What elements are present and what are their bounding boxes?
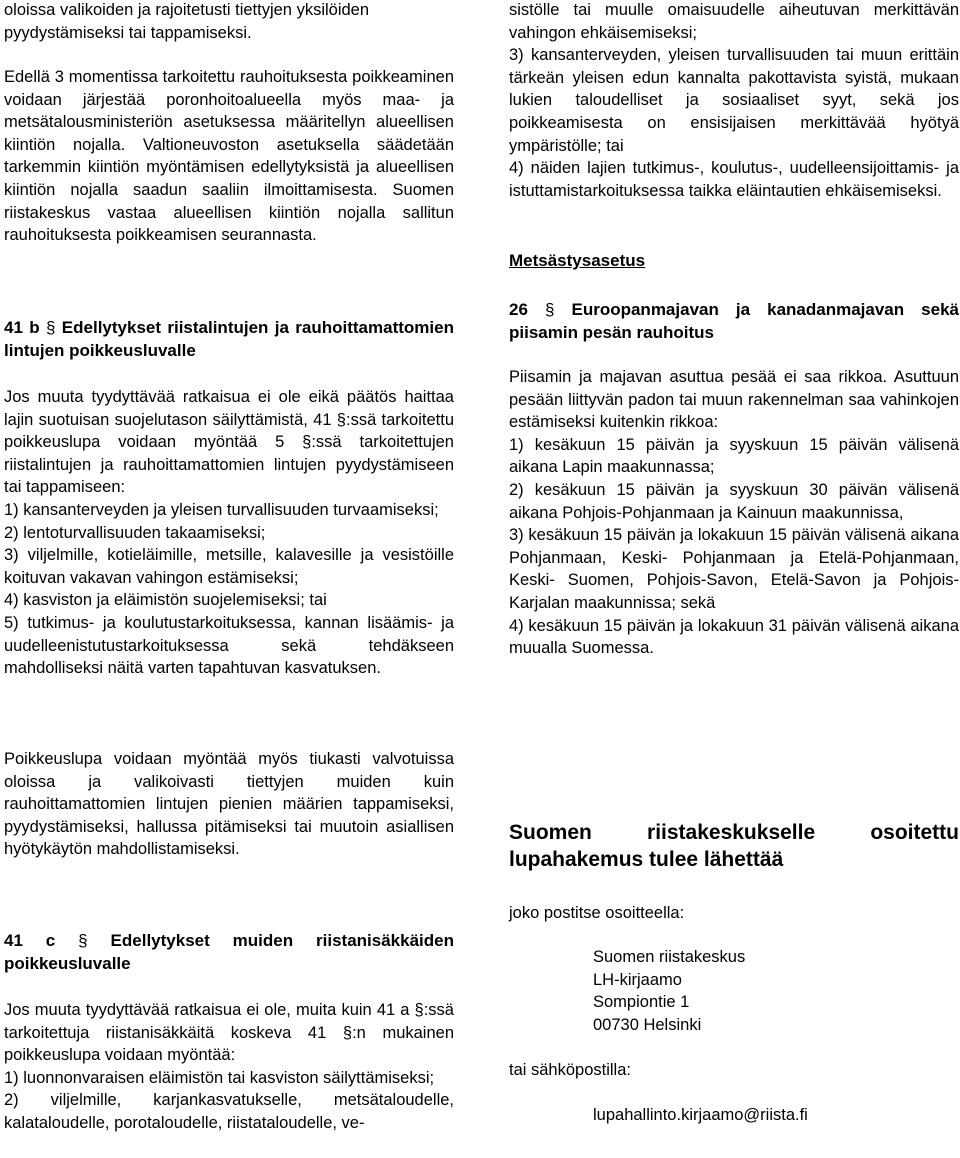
list-item: 1) kesäkuun 15 päivän ja syyskuun 15 päivän välisenä aikana Lapin maakunnassa; (509, 435, 959, 477)
section-heading-text (4, 317, 454, 362)
section-title: Edellytykset muiden riistanisäkkäiden poikkeusluvalle (4, 931, 454, 973)
address-line: 00730 Helsinki (593, 1015, 702, 1034)
paragraph-text: Poikkeuslupa voidaan myöntää myös tiukasti valvotuissa oloissa ja valikoivasti tiettyjen muiden kuin rauhoittamattomien lintujen pienien määrien tappamiseksi, pyydystämiseksi, hallussa pitämiseksi tai muutoin asiallisen hyötykäytön mahdollistamiseksi. (4, 750, 454, 859)
section-title: Euroopanmajavan ja kanadanmajavan sekä piisamin pesän rauhoitus (509, 300, 959, 342)
postal-label: joko postitse osoitteella: (509, 904, 685, 922)
list-item: sistölle tai muulle omaisuudelle aiheutuvan merkittävän vahingon ehkäisemiseksi; (509, 1, 959, 42)
list-item: 2) lentoturvallisuuden takaamiseksi; (4, 523, 266, 542)
section-heading-41c (4, 930, 454, 975)
section-heading-41b (4, 317, 454, 362)
email-instructions (509, 1059, 959, 1082)
text-line: oloissa valikoiden ja rajoitetusti tiettyjen yksilöiden (4, 1, 370, 19)
list-item: 3) viljelmille, kotieläimille, metsille, kalavesille ja vesistöille koituvan vakavan vahingon estämiseksi; (4, 546, 454, 587)
section-number: 41 c (4, 931, 56, 950)
list-item: 1) luonnonvaraisen eläimistön tai kasviston säilyttämiseksi; (4, 1068, 435, 1087)
decree-title: Metsästysasetus (509, 251, 646, 270)
section-sign: § (544, 300, 555, 319)
list-item: 1) kansanterveyden ja yleisen turvallisuuden turvaamiseksi; (4, 500, 439, 519)
email-address (509, 1104, 960, 1127)
list-item: 4) kesäkuun 15 päivän ja lokakuun 31 päivän välisenä aikana muualla Suomessa. (509, 616, 959, 658)
section-number: 26 (509, 300, 528, 319)
list-item: 3) kesäkuun 15 päivän ja lokakuun 15 päivän välisenä aikana Pohjanmaan, Keski- Pohjanmaan ja Etelä-Pohjanmaan, Keski- Suomen, Pohjois-Savon, Etelä-Savon ja Pohjois- Karjalan maakunnissa; sekä (509, 526, 959, 612)
paragraph-quota (4, 66, 454, 247)
section-heading-text (4, 930, 454, 975)
paragraph-continuation (4, 0, 454, 44)
paragraph-extra-permit (4, 748, 454, 861)
section-title: Edellytykset riistalintujen ja rauhoittamattomien lintujen poikkeusluvalle (4, 318, 454, 360)
postal-instructions (509, 902, 959, 925)
paragraph-text: Edellä 3 momentissa tarkoitettu rauhoituksesta poikkeaminen voidaan järjestää poronhoitoalueella myös maa- ja metsätalousministeriön asetuksessa määritellyn alueellisen kiintiön nojalla. Valtioneuvoston asetuksella säädetään tarkemmin kiintiön myöntämisen edellytyksistä ja alueellisen kiintiön nojalla saadun saaliin ilmoittamisesta. Suomen riistakeskus vastaa alueellisen kiintiön nojalla sallitun rauhoituksesta poikkeamisen seurannasta. (4, 68, 454, 245)
section-26-body (509, 366, 959, 660)
decree-heading (509, 250, 959, 273)
list-item: 4) näiden lajien tutkimus-, koulutus-, uudelleensijoittamis- ja istuttamistarkoituksessa taikka eläintautien ehkäisemiseksi. (509, 159, 959, 200)
email-label: tai sähköpostilla: (509, 1061, 631, 1079)
email-text: lupahallinto.kirjaamo@riista.fi (593, 1106, 808, 1124)
postal-address (509, 946, 960, 1036)
text-line: pyydystämiseksi tai tappamiseksi. (4, 23, 252, 42)
paragraph-text: Jos muuta tyydyttävää ratkaisua ei ole eikä päätös haittaa lajin suotuisan suojelutason säilyttämistä, 41 §:ssä tarkoitettu poikkeuslupa voidaan myöntää 5 §:ssä tarkoitettujen riistalintujen ja rauhoittamattomien lintujen pyydystämiseen tai tappamiseen: (4, 388, 454, 497)
paragraph-text: Piisamin ja majavan asuttua pesää ei saa rikkoa. Asuttuun pesään liittyvän padon tai muun rakennelman saa vahinkojen estämiseksi kuitenkin rikkoa: (509, 368, 959, 432)
address-line: Sompiontie 1 (593, 993, 690, 1012)
application-title: Suomen riistakeskukselle osoitettu lupahakemus tulee lähettää (509, 821, 959, 871)
list-item: 2) kesäkuun 15 päivän ja syyskuun 30 päivän välisenä aikana Pohjois-Pohjanmaan ja Kainuun maakunnissa, (509, 480, 959, 522)
paragraph-text: Jos muuta tyydyttävää ratkaisua ei ole, muita kuin 41 a §:ssä tarkoitettuja riistanisäkkäitä koskeva 41 §:n mukainen poikkeuslupa voidaan myöntää: (4, 1001, 454, 1065)
list-item: 5) tutkimus- ja koulutustarkoituksessa, kannan lisäämis- ja uudelleenistutustarkoituksessa sekä tehdäkseen mahdolliseksi näitä varten tapahtuvan kasvatuksen. (4, 613, 454, 678)
list-item: 2) viljelmille, karjankasvatukselle, metsätaloudelle, kalataloudelle, porotaloudelle, riistataloudelle, ve- (4, 1091, 454, 1132)
section-41c-body (4, 999, 454, 1135)
section-heading-text (509, 299, 959, 344)
address-line: Suomen riistakeskus (593, 948, 746, 966)
list-item: 4) kasviston ja eläimistön suojelemiseksi; tai (4, 591, 327, 610)
section-41b-body (4, 386, 454, 680)
address-line: LH-kirjaamo (593, 970, 682, 989)
section-41c-continuation (509, 0, 959, 202)
section-heading-26 (509, 299, 959, 344)
section-number: 41 b (4, 318, 40, 337)
application-heading (509, 819, 959, 873)
list-item: 3) kansanterveyden, yleisen turvallisuuden tai muun erittäin tärkeän yleisen edun kannalta pakottavista syistä, mukaan lukien taloudelliset ja sosiaaliset syyt, sekä jos poikkeamisesta on ensisijaisen merkittävää hyötyä ympäristölle; tai (509, 46, 959, 155)
section-sign: § (45, 318, 56, 337)
section-sign: § (78, 931, 88, 950)
